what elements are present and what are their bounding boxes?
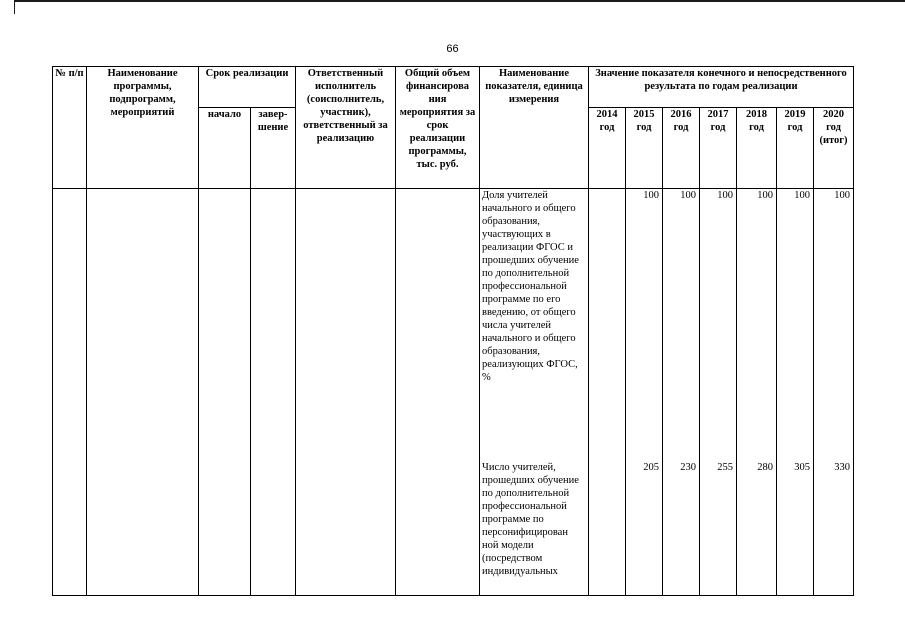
header-term-start: начало xyxy=(199,108,251,189)
left-border-tick xyxy=(14,0,15,14)
cell-responsible xyxy=(296,189,396,596)
value-2019-row1: 100 xyxy=(794,190,810,201)
cell-indicators xyxy=(480,189,589,596)
top-border-line xyxy=(14,0,905,2)
header-row-1 xyxy=(53,67,854,108)
value-2017-row2: 255 xyxy=(717,462,733,473)
value-2018-row1: 100 xyxy=(757,190,773,201)
value-2015-row2: 205 xyxy=(643,462,659,473)
table-row xyxy=(53,189,854,596)
cell-term-end xyxy=(251,189,296,596)
page-number: 66 xyxy=(446,43,459,55)
header-indicator: Наименование показателя, единица измерения xyxy=(480,67,589,189)
cell-num xyxy=(53,189,87,596)
cell-term-start xyxy=(199,189,251,596)
indicator-share-teachers: Доля учителей начального и общего образования, участвующих в реализации ФГОС и прошедших обучение по дополнительной профессиональной программе по его введению, от общего числа учителей начального и общего образования, реализующих ФГОС, % xyxy=(482,190,579,383)
value-2018-row2: 280 xyxy=(757,462,773,473)
value-2019-row2: 305 xyxy=(794,462,810,473)
cell-2015 xyxy=(626,189,663,596)
cell-2017 xyxy=(700,189,737,596)
header-funding: Общий объем финансирова ния мероприятия за срок реализации программы, тыс. руб. xyxy=(396,67,480,189)
header-year-2020: 2020 год (итог) xyxy=(814,108,854,189)
value-2020-row2: 330 xyxy=(834,462,850,473)
header-term: Срок реализации xyxy=(199,67,296,108)
header-year-2018: 2018 год xyxy=(737,108,777,189)
cell-2020 xyxy=(814,189,854,596)
header-year-2019: 2019 год xyxy=(777,108,814,189)
program-table xyxy=(52,66,854,596)
header-term-end: завер-шение xyxy=(251,108,296,189)
header-responsible: Ответственный исполнитель (соисполнитель, участник), ответственный за реализацию xyxy=(296,67,396,189)
header-year-2015: 2015 год xyxy=(626,108,663,189)
header-year-2017: 2017 год xyxy=(700,108,737,189)
header-num: № п/п xyxy=(53,67,87,189)
header-year-2014: 2014 год xyxy=(589,108,626,189)
cell-2019 xyxy=(777,189,814,596)
value-2017-row1: 100 xyxy=(717,190,733,201)
value-2016-row1: 100 xyxy=(680,190,696,201)
value-2020-row1: 100 xyxy=(834,190,850,201)
cell-2014 xyxy=(589,189,626,596)
value-2015-row1: 100 xyxy=(643,190,659,201)
cell-2016 xyxy=(663,189,700,596)
cell-2018 xyxy=(737,189,777,596)
cell-funding xyxy=(396,189,480,596)
indicator-count-teachers: Число учителей, прошедших обучение по дополнительной профессиональной программе по персонифицирован ной модели (посредством индивидуальных xyxy=(482,462,579,577)
header-values: Значение показателя конечного и непосредственного результата по годам реализации xyxy=(589,67,854,108)
header-year-2016: 2016 год xyxy=(663,108,700,189)
cell-name xyxy=(87,189,199,596)
value-2016-row2: 230 xyxy=(680,462,696,473)
header-name: Наименование программы, подпрограмм, мероприятий xyxy=(87,67,199,189)
